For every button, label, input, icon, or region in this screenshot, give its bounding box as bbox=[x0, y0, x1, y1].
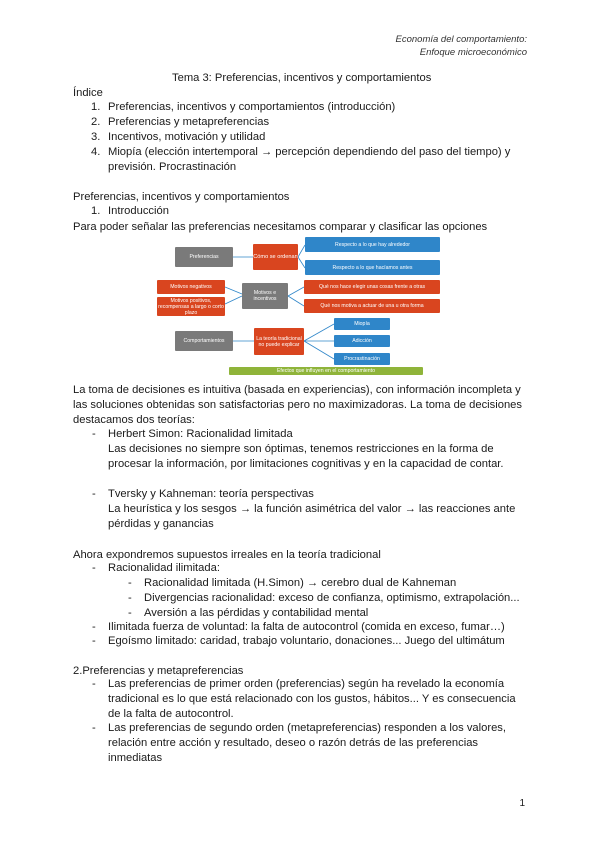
bullet-dash: - bbox=[92, 562, 96, 574]
bullet-dash: - bbox=[128, 592, 132, 604]
diagram-node-que-nos-motiva: Qué nos motiva a actuar de una u otra forma bbox=[304, 299, 440, 313]
index-num: 2. bbox=[91, 116, 101, 128]
supuestos-fuerza: Ilimitada fuerza de voluntad: la falta de autocontrol (comida en exceso, fumar…) bbox=[108, 621, 505, 633]
diagram-node-preferencias: Preferencias bbox=[175, 247, 233, 267]
diagram-node-comportamientos: Comportamientos bbox=[175, 331, 233, 351]
paragraph1-line: las soluciones obtenidas son satisfactorias pero no maximizadoras. La toma de decisiones bbox=[73, 399, 522, 411]
bullet-dash: - bbox=[92, 635, 96, 647]
section2-heading: 2.Preferencias y metapreferencias bbox=[73, 665, 244, 677]
section2-item2-line: Las preferencias de segundo orden (metapreferencias) responden a los valores, bbox=[108, 722, 507, 734]
diagram-node-que-nos-hace: Qué nos hace elegir unas cosas frente a otras bbox=[304, 280, 440, 294]
index-num: 3. bbox=[91, 131, 101, 143]
section1-sub: Introducción bbox=[108, 205, 169, 217]
page-title: Tema 3: Preferencias, incentivos y comportamientos bbox=[172, 72, 432, 84]
section2-item1-line: de la falta de autocontrol. bbox=[108, 708, 234, 720]
diagram-node-como-se-ordenan: Cómo se ordenan bbox=[253, 244, 298, 270]
diagram-node-respecto-antes: Respecto a lo que hacíamos antes bbox=[305, 260, 440, 275]
diagram-node-efectos: Efectos que influyen en el comportamiento bbox=[229, 367, 423, 375]
diagram-node-teoria-tradicional: La teoría tradicional no puede explicar bbox=[254, 328, 304, 355]
index-num: 1. bbox=[91, 101, 101, 113]
index-item-continuation: previsión. Procrastinación bbox=[108, 161, 237, 173]
bullet-dash: - bbox=[92, 621, 96, 633]
diagram-node-motivos-negativos: Motivos negativos bbox=[157, 280, 225, 294]
simon-line: procesar la información, por limitaciones cognitivas y en la capacidad de contar. bbox=[108, 458, 504, 470]
section2-item1-line: tradicional es lo que está relacionado con los gustos, hábitos... Y es consecuencia bbox=[108, 693, 516, 705]
diagram-node-procrastinacion: Procrastinación bbox=[334, 353, 390, 365]
header-course-title: Economía del comportamiento: bbox=[395, 34, 527, 45]
index-item: Preferencias y metapreferencias bbox=[108, 116, 270, 128]
section1-sub-num: 1. bbox=[91, 205, 101, 217]
index-item: Preferencias, incentivos y comportamientos (introducción) bbox=[108, 101, 396, 113]
diagram-node-motivos-incentivos: Motivos e incentivos bbox=[242, 283, 288, 309]
section1-heading: Preferencias, incentivos y comportamientos bbox=[73, 191, 290, 203]
bullet-dash: - bbox=[128, 577, 132, 589]
tversky-title: Tversky y Kahneman: teoría perspectivas bbox=[108, 488, 314, 500]
index-num: 4. bbox=[91, 146, 101, 158]
paragraph1-line: destacamos dos teorías: bbox=[73, 414, 195, 426]
diagram-node-motivos-positivos: Motivos positivos, recompensas a largo o corto plazo bbox=[158, 297, 224, 316]
supuestos-egoismo: Egoísmo limitado: caridad, trabajo voluntario, donaciones... Juego del ultimátum bbox=[108, 635, 505, 647]
supuestos-racionalidad: Racionalidad ilimitada: bbox=[108, 562, 220, 574]
bullet-dash: - bbox=[128, 607, 132, 619]
index-item: Incentivos, motivación y utilidad bbox=[108, 131, 266, 143]
tversky-line: La heurística y los sesgos → la función asimétrica del valor → las reacciones ante bbox=[108, 503, 516, 515]
bullet-dash: - bbox=[92, 428, 96, 440]
section2-item2-line: inmediatas bbox=[108, 752, 163, 764]
paragraph1-line: La toma de decisiones es intuitiva (basada en experiencias), con información incompleta y bbox=[73, 384, 521, 396]
diagram-node-adiccion: Adicción bbox=[334, 335, 390, 347]
supuestos-sub-item: Racionalidad limitada (H.Simon) → cerebro dual de Kahneman bbox=[144, 577, 457, 589]
tversky-line: pérdidas y ganancias bbox=[108, 518, 214, 530]
index-item: Miopía (elección intertemporal → percepción dependiendo del paso del tiempo) y bbox=[108, 146, 511, 158]
simon-line: Las decisiones no siempre son óptimas, tenemos restricciones en la forma de bbox=[108, 443, 494, 455]
supuestos-sub-item: Divergencias racionalidad: exceso de confianza, optimismo, extrapolación... bbox=[144, 592, 520, 604]
header-course-subtitle: Enfoque microeconómico bbox=[419, 47, 527, 58]
diagram-node-miopia: Miopía bbox=[334, 318, 390, 330]
section2-item2-line: relación entre acción y resultado, deseo o razón detrás de las preferencias bbox=[108, 737, 479, 749]
bullet-dash: - bbox=[92, 488, 96, 500]
supuestos-intro: Ahora expondremos supuestos irreales en la teoría tradicional bbox=[73, 549, 381, 561]
page-number: 1 bbox=[519, 798, 525, 809]
section2-item1-line: Las preferencias de primer orden (preferencias) según ha revelado la economía bbox=[108, 678, 505, 690]
supuestos-sub-item: Aversión a las pérdidas y contabilidad mental bbox=[144, 607, 369, 619]
index-label: Índice bbox=[73, 87, 103, 99]
section1-intro: Para poder señalar las preferencias necesitamos comparar y clasificar las opciones bbox=[73, 221, 488, 233]
bullet-dash: - bbox=[92, 722, 96, 734]
diagram-node-respecto-alrededor: Respecto a lo que hay alrededor bbox=[305, 237, 440, 252]
bullet-dash: - bbox=[92, 678, 96, 690]
simon-title: Herbert Simon: Racionalidad limitada bbox=[108, 428, 293, 440]
